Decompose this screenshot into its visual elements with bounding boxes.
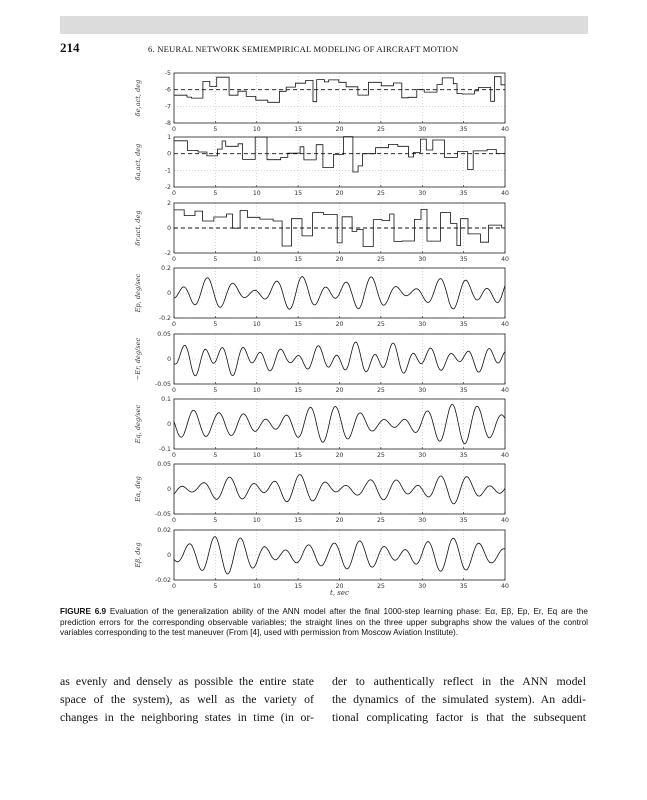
- subplot-7: [134, 461, 509, 524]
- x-tick-label: 35: [459, 452, 468, 459]
- y-tick-label: 0.1: [161, 396, 171, 403]
- x-tick-label: 10: [252, 452, 261, 459]
- y-tick-label: -2: [164, 250, 171, 257]
- y-tick-label: -0.2: [158, 315, 171, 322]
- y-tick-label: -2: [164, 184, 171, 191]
- y-tick-label: 0.02: [157, 527, 171, 534]
- x-tick-label: 5: [213, 256, 218, 263]
- x-tick-label: 40: [501, 256, 509, 263]
- x-tick-label: 40: [501, 517, 509, 524]
- y-axis-label: Eβ, deg: [134, 542, 142, 568]
- series-line: [174, 475, 505, 504]
- x-tick-label: 35: [459, 256, 468, 263]
- body-line: changes in the neighboring states in time (in or-: [60, 710, 314, 725]
- x-tick-label: 0: [172, 387, 176, 394]
- x-tick-label: 15: [294, 256, 303, 263]
- x-tick-label: 35: [459, 321, 468, 328]
- y-axis-label: Ep, deg/sec: [134, 273, 142, 313]
- x-tick-label: 35: [459, 583, 468, 590]
- x-tick-label: 30: [418, 517, 427, 524]
- x-tick-label: 30: [418, 321, 427, 328]
- y-tick-label: -0.02: [154, 577, 171, 584]
- x-tick-label: 30: [418, 452, 427, 459]
- x-tick-label: 40: [501, 321, 509, 328]
- x-tick-label: 20: [335, 190, 344, 197]
- x-tick-label: 0: [172, 256, 176, 263]
- x-tick-label: 25: [376, 256, 385, 263]
- x-tick-label: 20: [335, 517, 344, 524]
- y-axis-label: −Er, deg/sec: [134, 337, 142, 381]
- subplot-3: [134, 200, 509, 263]
- x-tick-label: 5: [213, 190, 218, 197]
- x-tick-label: 20: [335, 387, 344, 394]
- x-tick-label: 15: [294, 583, 303, 590]
- subplot-2: [134, 134, 509, 197]
- x-tick-label: 10: [252, 256, 261, 263]
- body-line: der to authentically reflect in the ANN model: [332, 674, 586, 688]
- x-tick-label: 0: [172, 190, 176, 197]
- x-tick-label: 30: [418, 190, 427, 197]
- x-tick-label: 0: [172, 452, 176, 459]
- y-axis-label: Eq, deg/sec: [134, 404, 142, 444]
- caption-text: Evaluation of the generalization ability of the ANN model after the final 1000-step learning phase: Eα, Eβ, Ep, Er, Eq are the prediction errors for the corresponding observable variables; the straight lines on the three upper subgraphs show the values of the control variables corresponding to the test maneuver (From [4], used with permission from Moscow Aviation Institute).: [60, 607, 588, 638]
- x-tick-label: 5: [213, 583, 218, 590]
- x-tick-label: 15: [294, 517, 303, 524]
- x-tick-label: 20: [335, 256, 344, 263]
- y-tick-label: -8: [164, 120, 171, 127]
- caption-label: FIGURE 6.9: [60, 607, 107, 616]
- y-tick-label: -1: [164, 167, 171, 175]
- x-tick-label: 0: [172, 583, 176, 590]
- x-tick-label: 15: [294, 126, 303, 133]
- x-tick-label: 25: [376, 190, 385, 197]
- x-tick-label: 30: [418, 126, 427, 133]
- x-tick-label: 40: [501, 583, 509, 590]
- x-tick-label: 10: [252, 387, 261, 394]
- body-line: tional complicating factor is that the subsequent: [332, 710, 586, 725]
- x-tick-label: 25: [376, 321, 385, 328]
- x-tick-label: 40: [501, 190, 509, 197]
- x-tick-label: 25: [376, 387, 385, 394]
- x-tick-label: 40: [501, 452, 509, 459]
- y-tick-label: 0: [167, 552, 171, 559]
- x-tick-label: 0: [172, 517, 176, 524]
- x-tick-label: 20: [335, 452, 344, 459]
- x-tick-label: 35: [459, 190, 468, 197]
- page-number: 214: [60, 40, 80, 55]
- y-axis-label: Eα, deg: [134, 476, 142, 502]
- x-tick-label: 40: [501, 126, 509, 133]
- subplot-8: [134, 527, 509, 590]
- subplot-5: [134, 331, 509, 394]
- y-tick-label: 2: [167, 200, 171, 207]
- x-tick-label: 10: [252, 126, 261, 133]
- x-tick-label: 30: [418, 583, 427, 590]
- subplot-6: [134, 396, 509, 459]
- y-axis-label: δr,act, deg: [134, 210, 142, 246]
- x-axis-label: t, sec: [330, 589, 349, 597]
- x-tick-label: 20: [335, 321, 344, 328]
- x-tick-label: 25: [376, 517, 385, 524]
- x-tick-label: 10: [252, 583, 261, 590]
- x-tick-label: 15: [294, 321, 303, 328]
- body-column-left: [60, 672, 314, 727]
- y-tick-label: -5: [164, 70, 171, 77]
- y-tick-label: 0: [167, 356, 171, 363]
- x-tick-label: 25: [376, 583, 385, 590]
- x-tick-label: 40: [501, 387, 509, 394]
- y-tick-label: 0: [167, 421, 171, 428]
- y-tick-label: 0.2: [161, 265, 171, 272]
- subplot-4: [134, 265, 509, 328]
- x-tick-label: 5: [213, 387, 218, 394]
- x-tick-label: 35: [459, 126, 468, 133]
- x-tick-label: 30: [418, 256, 427, 263]
- x-tick-label: 25: [376, 126, 385, 133]
- x-tick-label: 25: [376, 452, 385, 459]
- x-tick-label: 10: [252, 190, 261, 197]
- subplot-1: [134, 70, 509, 133]
- x-tick-label: 5: [213, 321, 218, 328]
- body-line: space of the system), as well as the variety of: [60, 692, 314, 707]
- running-head: 6. NEURAL NETWORK SEMIEMPIRICAL MODELING OF AIRCRAFT MOTION: [148, 44, 459, 54]
- y-tick-label: -7: [164, 103, 171, 111]
- x-tick-label: 20: [335, 583, 344, 590]
- y-tick-label: 0: [167, 486, 171, 493]
- y-axis-label: δe,act, deg: [134, 79, 142, 117]
- x-tick-label: 20: [335, 126, 344, 133]
- body-column-right: [332, 672, 586, 727]
- x-tick-label: 5: [213, 126, 218, 133]
- y-tick-label: -6: [164, 86, 171, 94]
- x-tick-label: 10: [252, 321, 261, 328]
- y-tick-label: 0: [167, 150, 171, 158]
- x-tick-label: 0: [172, 126, 176, 133]
- x-tick-label: 15: [294, 387, 303, 394]
- y-tick-label: 1: [167, 134, 171, 141]
- x-tick-label: 5: [213, 452, 218, 459]
- series-line: [174, 137, 505, 172]
- x-tick-label: 15: [294, 452, 303, 459]
- y-tick-label: 0.05: [157, 461, 171, 468]
- y-tick-label: -0.1: [158, 446, 171, 453]
- figure-caption: [60, 607, 588, 639]
- x-tick-label: 15: [294, 190, 303, 197]
- y-tick-label: 0: [167, 290, 171, 297]
- body-line: the dynamics of the simulated system). An addi-: [332, 692, 586, 707]
- x-tick-label: 0: [172, 321, 176, 328]
- y-axis-label: δa,act, deg: [134, 143, 142, 181]
- x-tick-label: 35: [459, 387, 468, 394]
- x-tick-label: 10: [252, 517, 261, 524]
- y-tick-label: -0.05: [154, 381, 171, 388]
- x-tick-label: 35: [459, 517, 468, 524]
- y-tick-label: -0.05: [154, 511, 171, 518]
- x-tick-label: 30: [418, 387, 427, 394]
- y-tick-label: 0.05: [157, 331, 171, 338]
- body-line: as evenly and densely as possible the entire state: [60, 674, 314, 688]
- y-tick-label: 0: [167, 225, 171, 232]
- x-tick-label: 5: [213, 517, 218, 524]
